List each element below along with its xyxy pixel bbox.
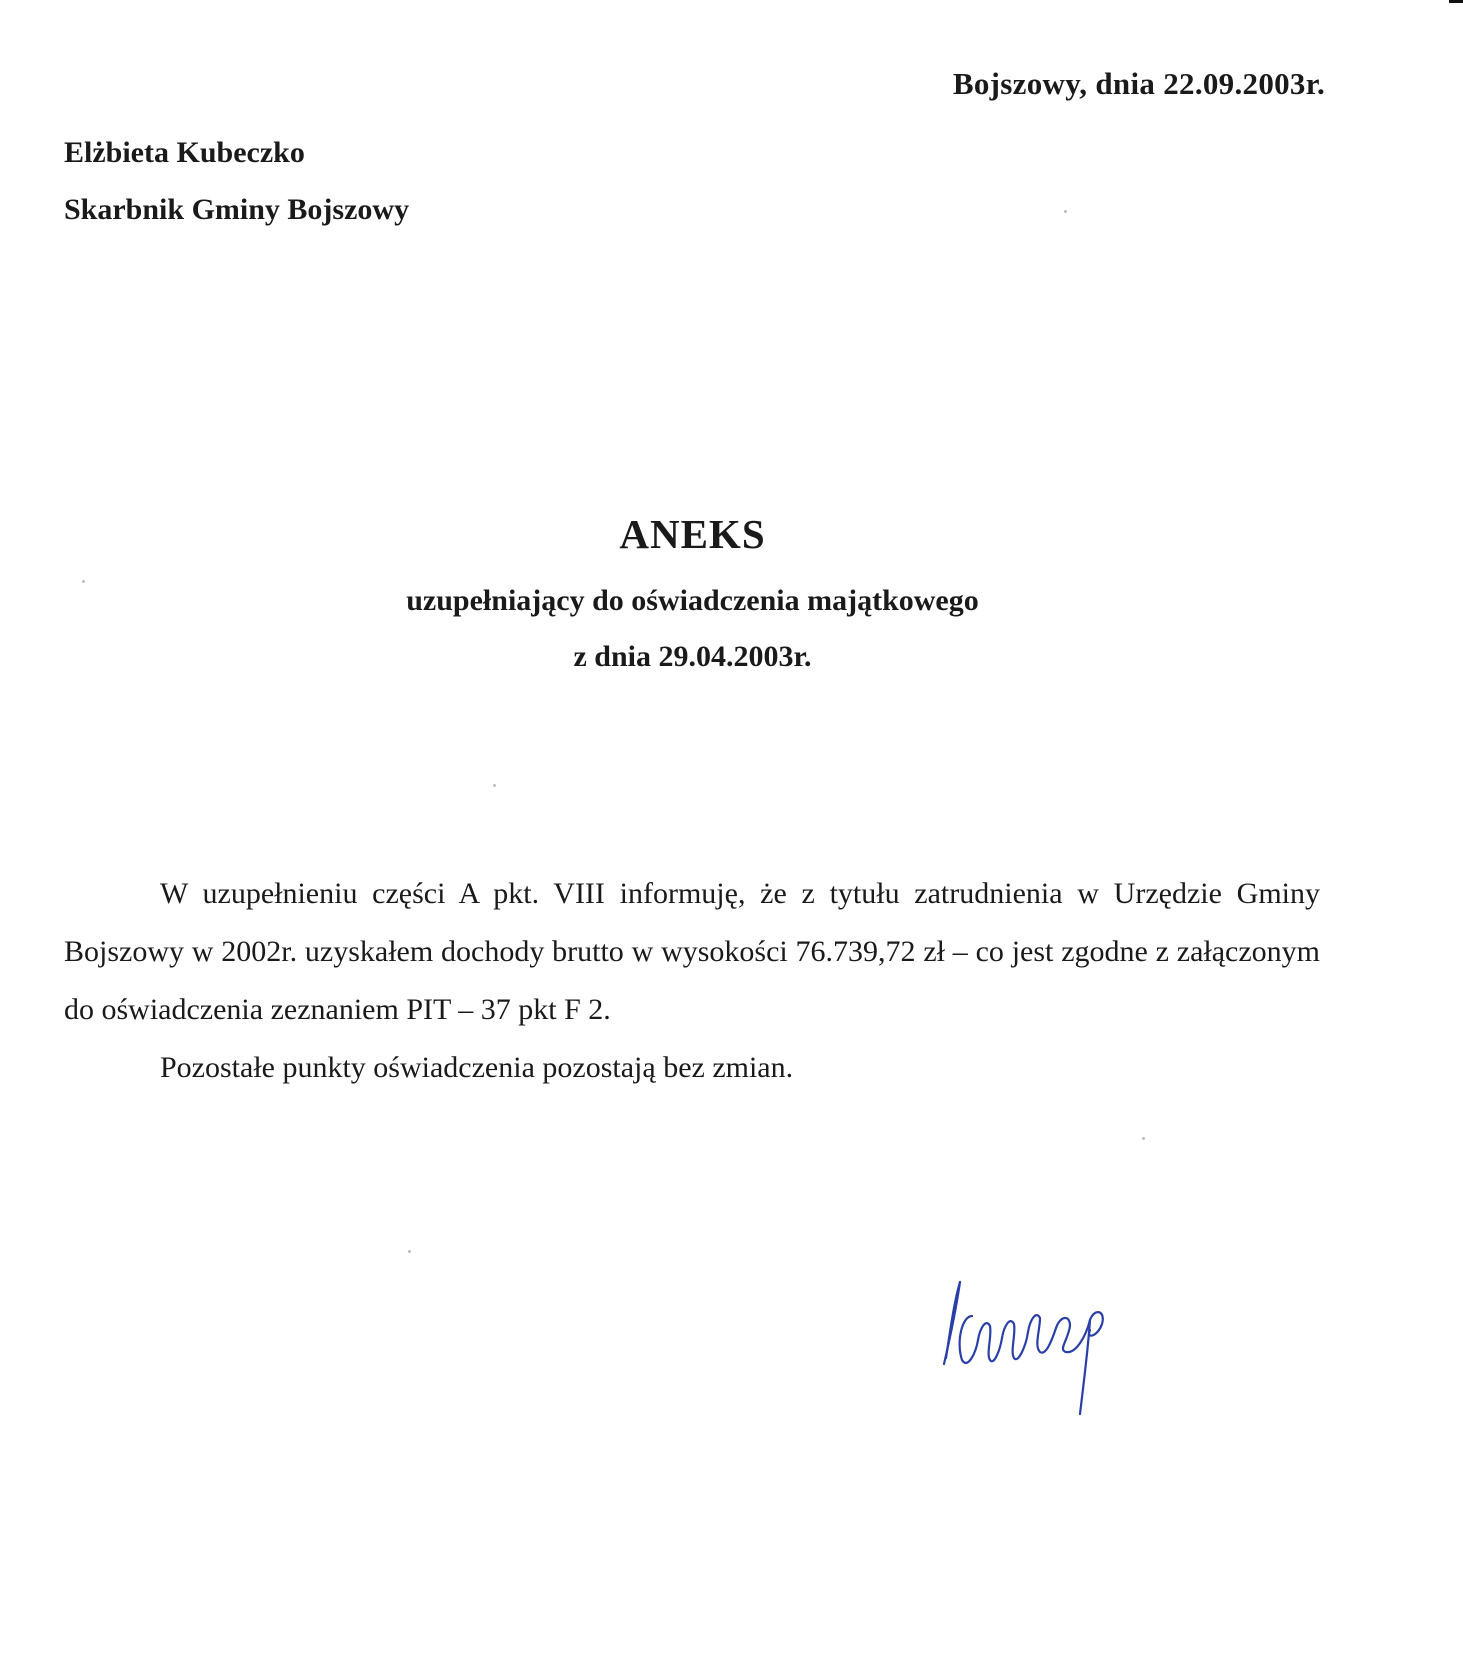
body-paragraph-2: Pozostałe punkty oświadczenia pozostają bez zmian. — [160, 1051, 794, 1084]
handwritten-signature — [940, 1280, 1140, 1440]
body-text — [64, 865, 1320, 1097]
author-position: Skarbnik Gminy Bojszowy — [64, 193, 410, 226]
body-paragraph-1: W uzupełnieniu części A pkt. VIII informuję, że z tytułu zatrudnienia w Urzędzie Gminy Bojszowy w 2002r. uzyskałem dochody brutto w wysokości 76.739,72 zł – co jest zgodne z załączonym do oświadczenia zeznaniem PIT – 37 pkt F 2. — [64, 877, 1320, 1026]
document-title: ANEKS — [619, 511, 766, 557]
scan-speck — [82, 580, 85, 583]
scan-speck — [493, 784, 496, 787]
document-subtitle-line2: z dnia 29.04.2003r. — [573, 640, 812, 673]
scan-speck — [1064, 210, 1067, 213]
scan-speck — [1142, 1137, 1145, 1140]
author-block — [64, 124, 409, 238]
scan-corner-mark — [1449, 0, 1463, 3]
scan-speck — [408, 1250, 411, 1253]
author-name: Elżbieta Kubeczko — [64, 136, 305, 169]
document-subtitle-line1: uzupełniający do oświadczenia majątkowego — [406, 584, 979, 617]
place-and-date: Bojszowy, dnia 22.09.2003r. — [952, 66, 1325, 101]
